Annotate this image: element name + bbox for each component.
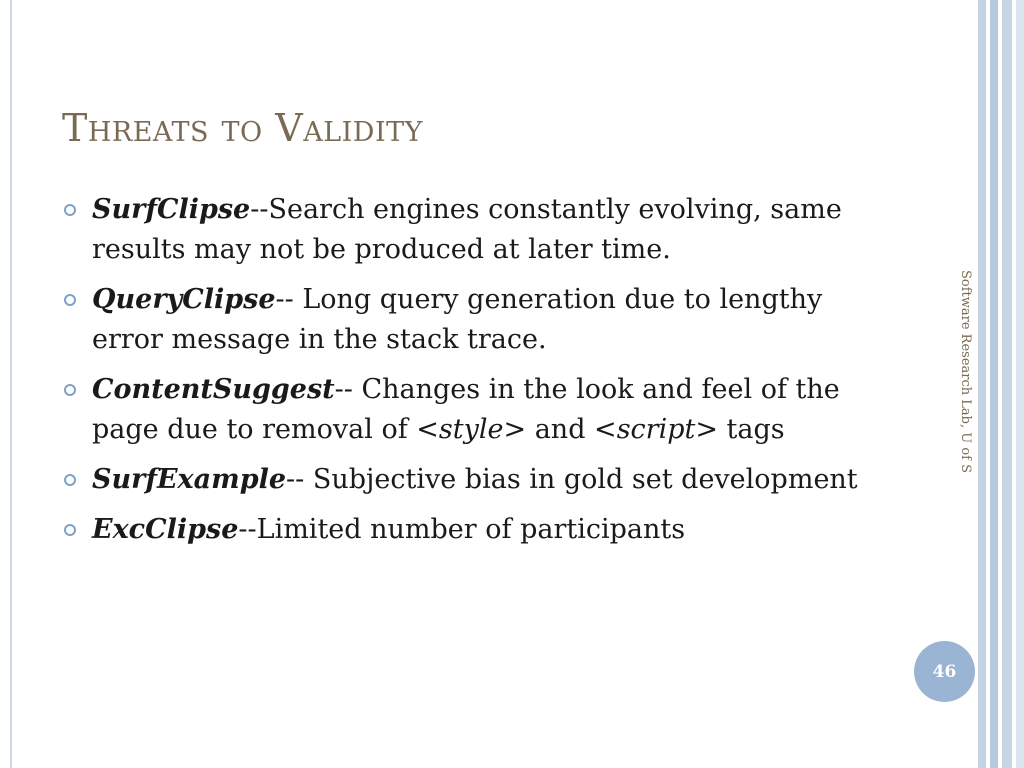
side-footer-label: Software Research Lab, U of S	[958, 270, 973, 474]
bullet-text: -- Long query generation due to lengthy error message in the stack trace.	[92, 284, 823, 355]
bullet-circle-icon	[64, 384, 76, 396]
side-bar	[990, 0, 998, 768]
tool-name: QueryClipse	[92, 284, 276, 315]
bullet-text: -- Subjective bias in gold set development	[286, 464, 858, 495]
tool-name: SurfClipse	[92, 194, 251, 225]
page-number: 46	[932, 661, 957, 682]
tag-name-style: style	[438, 414, 504, 445]
tag-name-script: script	[616, 414, 696, 445]
bullet-text: --Search engines constantly evolving, same results may not be produced at later time.	[92, 194, 842, 265]
right-decorative-bars	[978, 0, 1024, 768]
bullet-item-contentsuggest	[62, 370, 892, 450]
bullet-text: > and <	[503, 414, 617, 445]
left-border-rule	[10, 0, 12, 768]
tool-name: ContentSuggest	[92, 374, 335, 405]
side-bar	[978, 0, 986, 768]
bullet-list	[62, 190, 892, 560]
bullet-text: > tags	[695, 414, 785, 445]
bullet-circle-icon	[64, 294, 76, 306]
bullet-text: -- Changes in the look and feel of the page due to removal of <	[92, 374, 840, 445]
bullet-circle-icon	[64, 474, 76, 486]
tool-name: ExcClipse	[92, 514, 239, 545]
side-bar	[1016, 0, 1024, 768]
bullet-item-queryclipse	[62, 280, 892, 360]
page-number-badge	[914, 641, 975, 702]
tool-name: SurfExample	[92, 464, 287, 495]
bullet-circle-icon	[64, 204, 76, 216]
bullet-item-surfclipse	[62, 190, 892, 270]
bullet-item-excclipse	[62, 510, 892, 550]
bullet-text: --Limited number of participants	[238, 514, 686, 545]
slide-title: Threats to Validity	[62, 106, 423, 150]
bullet-item-surfexample	[62, 460, 892, 500]
bullet-circle-icon	[64, 524, 76, 536]
side-bar	[1002, 0, 1012, 768]
